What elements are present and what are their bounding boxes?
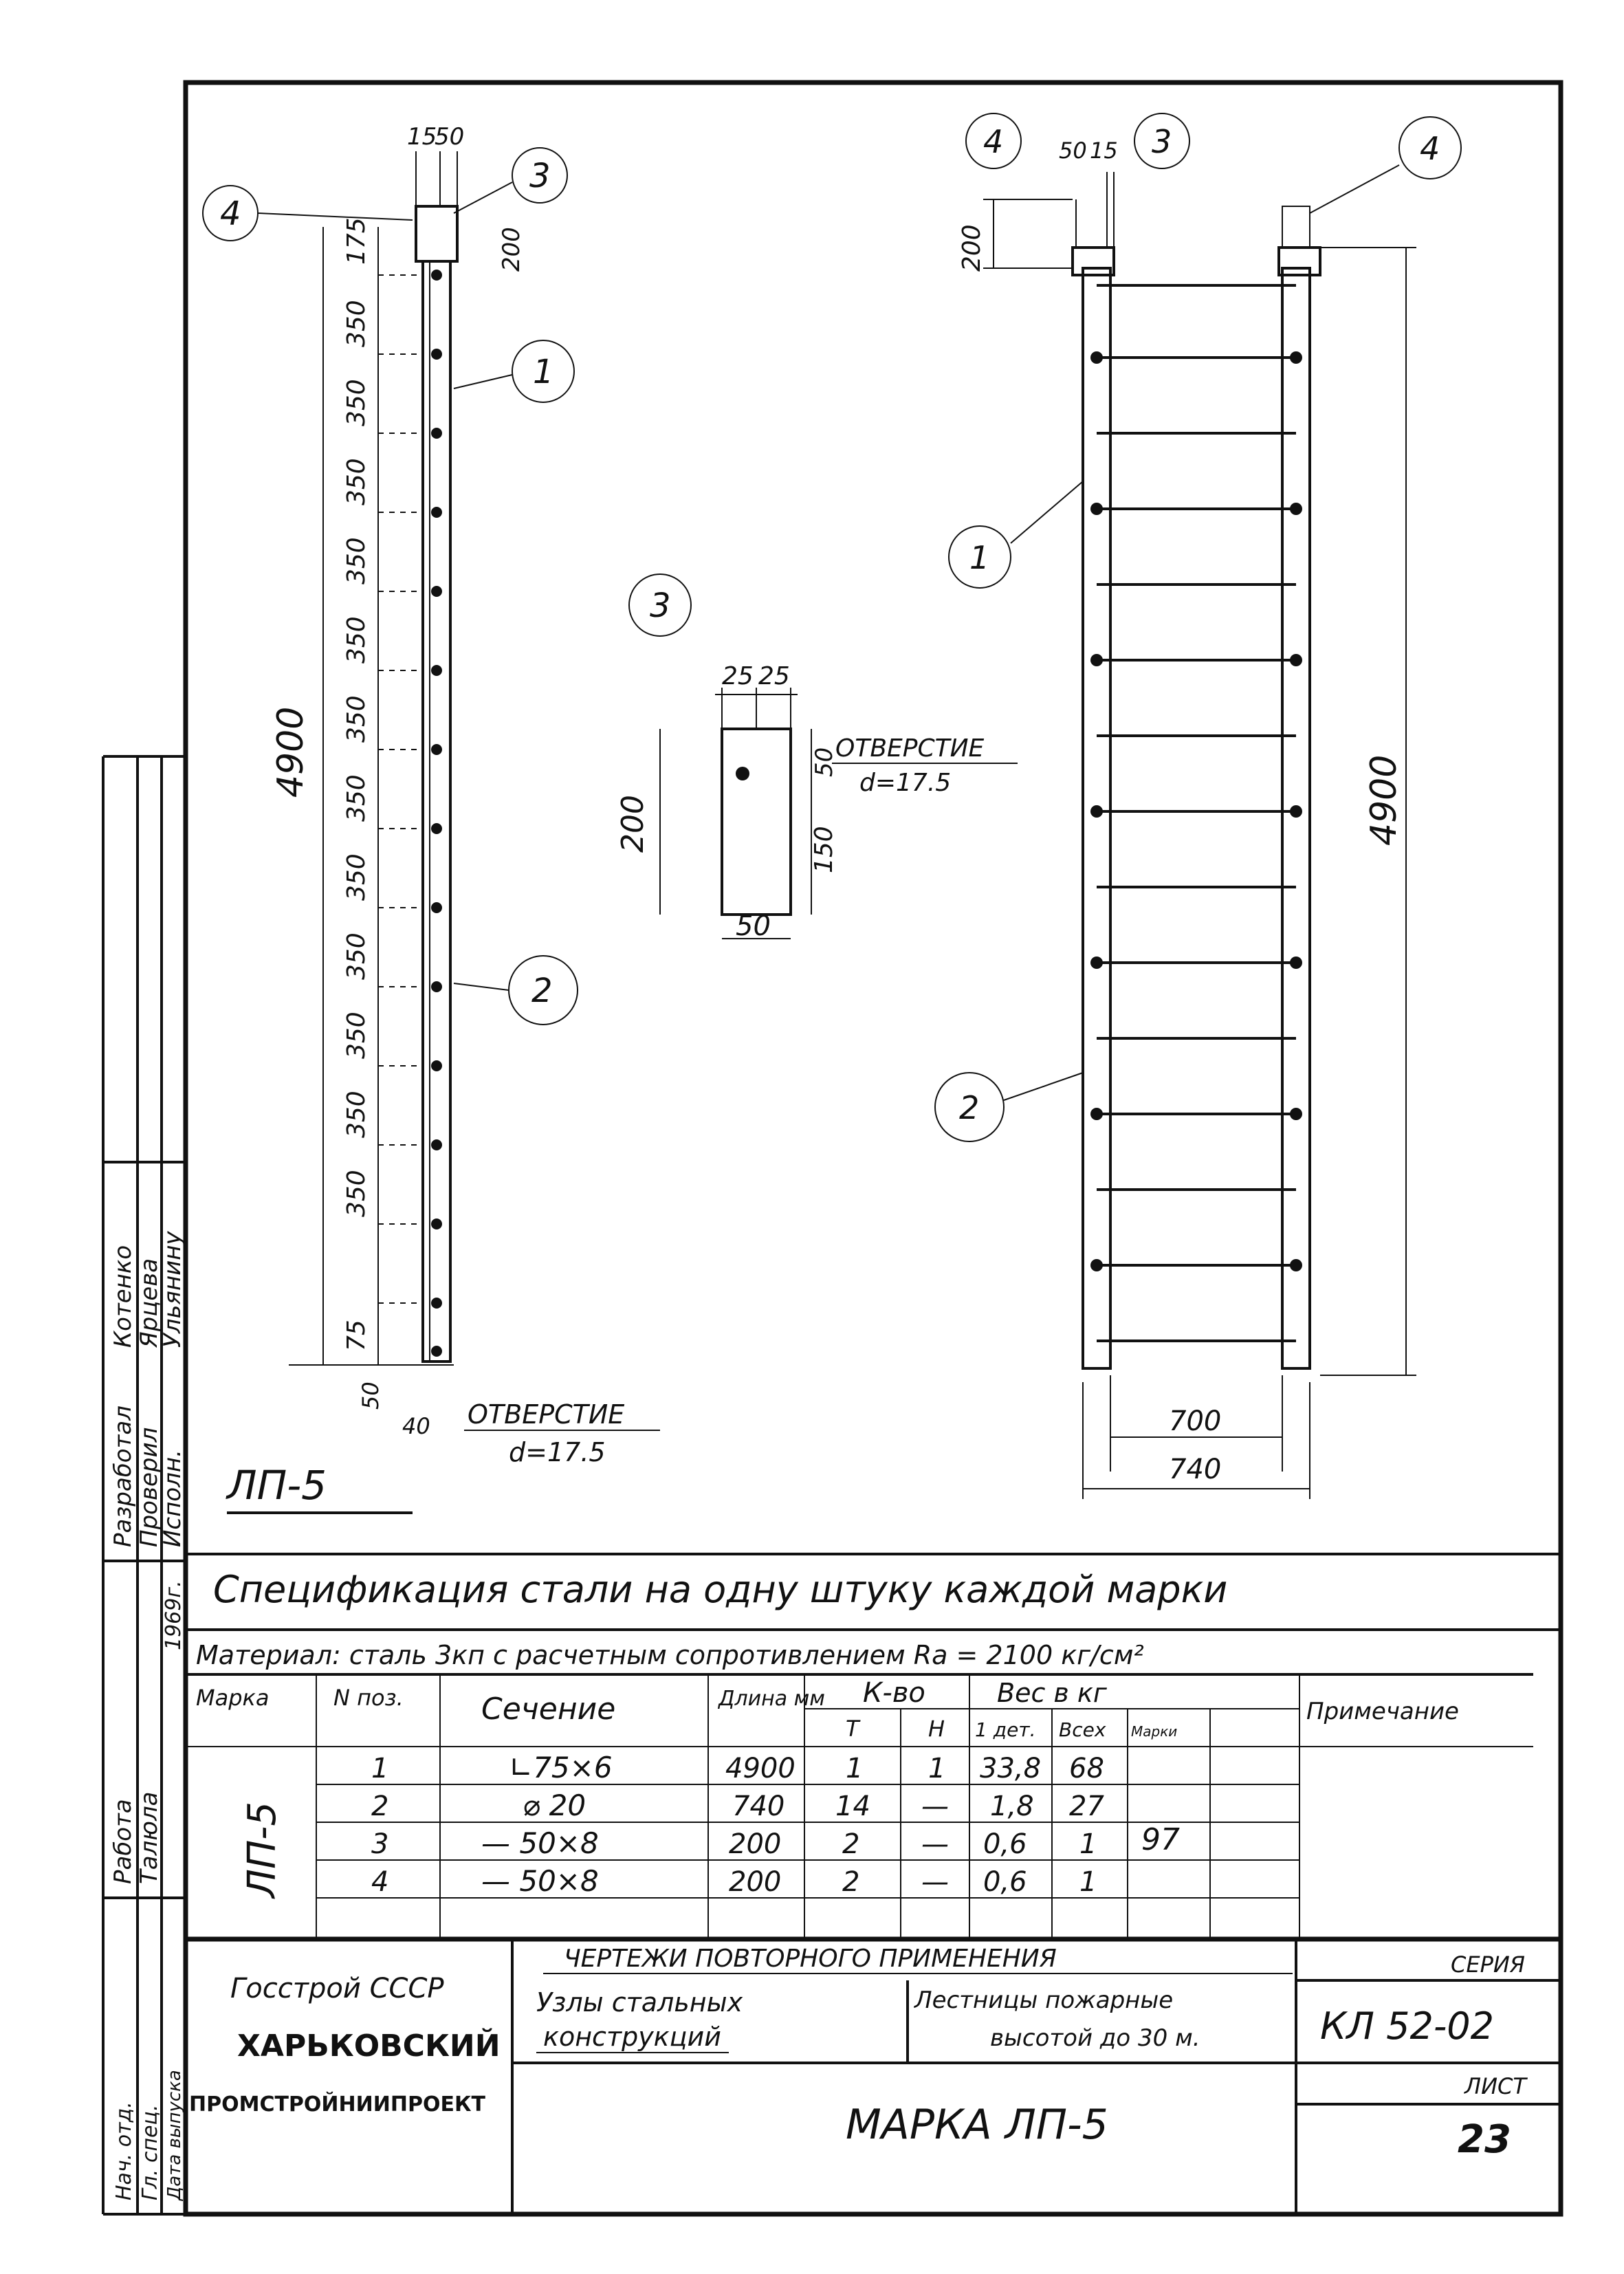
detail-dim-150: 150	[810, 826, 838, 873]
dim-175: 175	[342, 217, 371, 265]
right-outer-width: 740	[1169, 1454, 1222, 1485]
right-dim-15: 15	[1090, 138, 1118, 164]
hdr-mark: Марка	[196, 1685, 270, 1711]
side-stamp	[103, 756, 186, 2214]
left-stringer	[423, 261, 450, 1362]
svg-text:2: 2	[959, 1089, 980, 1126]
row2-n: —	[921, 1791, 949, 1822]
drawing-frame	[186, 83, 1561, 2214]
dim-75: 75	[342, 1320, 371, 1351]
stamp-role-1: Разработал	[109, 1406, 137, 1547]
svg-text:3: 3	[529, 157, 551, 195]
mark-weight: 97	[1141, 1822, 1180, 1857]
row2-section: ⌀ 20	[523, 1789, 586, 1822]
row3-n: —	[921, 1828, 949, 1860]
dim-top-200: 200	[498, 227, 525, 272]
spec-title: Спецификация стали на одну штуку каждой марки	[213, 1568, 1228, 1611]
tb-object1: Лестницы пожарные	[914, 1987, 1174, 2014]
tb-subject1: Узлы стальных	[536, 1987, 743, 2018]
hdr-w-one: 1 дет.	[975, 1718, 1036, 1741]
mark-value: ЛП-5	[240, 1801, 285, 1898]
tb-object2: высотой до 30 м.	[990, 2024, 1200, 2052]
tb-series: КЛ 52-02	[1320, 2004, 1495, 2048]
hdr-note: Примечание	[1306, 1698, 1459, 1725]
detail-width: 50	[736, 910, 771, 942]
row3-length: 200	[729, 1828, 782, 1860]
hdr-qty-n: Н	[928, 1716, 945, 1742]
detail-height: 200	[615, 795, 650, 853]
steel-specification	[186, 1568, 1561, 1939]
dim-bottom-50: 50	[358, 1381, 384, 1410]
dim-350-2: 350	[342, 379, 371, 426]
left-rung-marks	[431, 270, 442, 1357]
hdr-qty: К-во	[863, 1677, 925, 1709]
row1-section: ∟75×6	[509, 1751, 613, 1784]
org-line1: Госстрой СССР	[230, 1973, 444, 2004]
row4-t: 2	[842, 1866, 860, 1898]
dim-top-15: 15	[407, 123, 437, 151]
hdr-section: Сечение	[481, 1692, 616, 1727]
row4-pos: 4	[371, 1866, 389, 1898]
row3-one: 0,6	[983, 1828, 1027, 1860]
svg-text:3: 3	[1152, 123, 1172, 160]
stamp-name-1: Котенко	[109, 1245, 137, 1348]
stamp-name2-2: Талюла	[135, 1791, 163, 1884]
dim-350-4: 350	[342, 537, 371, 584]
plate-hole	[736, 767, 749, 780]
dim-350-11: 350	[342, 1091, 371, 1138]
dim-350-3: 350	[342, 458, 371, 505]
tb-sheet-label: ЛИСТ	[1464, 2073, 1526, 2099]
stamp-name2-3: 1969г.	[162, 1580, 186, 1650]
hdr-length: Длина мм	[718, 1687, 825, 1711]
row2-length: 740	[732, 1791, 785, 1822]
dim-350-9: 350	[342, 932, 371, 980]
row4-section: — 50×8	[481, 1864, 599, 1898]
row3-section: — 50×8	[481, 1826, 599, 1860]
row3-all: 1	[1079, 1828, 1097, 1860]
stamp-name-2: Ярцева	[135, 1258, 163, 1348]
spec-material: Материал: сталь 3кп с расчетным сопротивлением Rа = 2100 кг/см²	[196, 1640, 1144, 1670]
detail-hole-dia: d=17.5	[859, 769, 952, 797]
ladder-rungs	[1097, 285, 1296, 1341]
svg-text:1: 1	[969, 539, 990, 576]
dim-350-10: 350	[342, 1012, 371, 1059]
svg-text:4: 4	[983, 123, 1004, 160]
svg-text:1: 1	[533, 353, 554, 391]
tb-series-label: СЕРИЯ	[1451, 1952, 1526, 1978]
svg-text:4: 4	[1420, 130, 1440, 167]
detail-hole-label: ОТВЕРСТИЕ	[835, 734, 985, 763]
tb-sheet-no: 23	[1458, 2117, 1511, 2162]
tb-sheet-name: МАРКА ЛП-5	[846, 2101, 1108, 2149]
stamp-role-3: Исполн.	[159, 1450, 186, 1547]
row2-pos: 2	[371, 1791, 389, 1822]
left-hole-dia: d=17.5	[509, 1437, 606, 1467]
svg-text:4: 4	[220, 195, 241, 233]
dim-bottom-40: 40	[402, 1413, 430, 1439]
left-side-view	[203, 123, 660, 1513]
dim-350-6: 350	[342, 695, 371, 743]
title-block	[189, 1939, 1561, 2214]
right-front-view	[935, 113, 1461, 1499]
dim-350-7: 350	[342, 774, 371, 822]
row2-all: 27	[1069, 1791, 1104, 1822]
dim-350-5: 350	[342, 616, 371, 664]
hdr-w-all: Всех	[1059, 1718, 1106, 1741]
right-dim-200: 200	[958, 224, 986, 272]
row1-pos: 1	[371, 1753, 389, 1784]
svg-text:3: 3	[650, 587, 671, 625]
tb-header: ЧЕРТЕЖИ ПОВТОРНОГО ПРИМЕНЕНИЯ	[564, 1945, 1057, 1973]
stamp-role2-2: Гл. спец.	[138, 2104, 162, 2200]
row1-n: 1	[928, 1753, 946, 1784]
dim-350-1: 350	[342, 300, 371, 347]
org-line3: ПРОМСТРОЙНИИПРОЕКТ	[189, 2092, 485, 2117]
hdr-pos: N поз.	[333, 1685, 404, 1711]
row4-all: 1	[1079, 1866, 1097, 1898]
stamp-role2-1: Нач. отд.	[112, 2101, 136, 2200]
detail-plate-3	[615, 574, 1018, 942]
dim-top-50: 50	[435, 123, 465, 151]
drawing-title: ЛП-5	[227, 1462, 327, 1509]
row1-t: 1	[846, 1753, 864, 1784]
detail-dim-50: 50	[811, 747, 838, 777]
dim-350-12: 350	[342, 1170, 371, 1217]
tb-subject2: конструкций	[543, 2022, 721, 2052]
left-top-plate	[416, 206, 457, 261]
detail-dim-25-a: 25	[722, 662, 754, 690]
row4-length: 200	[729, 1866, 782, 1898]
row1-all: 68	[1069, 1753, 1104, 1784]
svg-text:2: 2	[531, 972, 553, 1010]
row2-one: 1,8	[990, 1791, 1034, 1822]
stamp-name2-1: Работа	[109, 1799, 137, 1884]
stamp-role2-3: Дата выпуска	[164, 2070, 185, 2200]
hdr-w-mark: Марки	[1131, 1723, 1178, 1740]
left-total-height: 4900	[270, 706, 311, 798]
left-hole-label: ОТВЕРСТИЕ	[468, 1399, 625, 1430]
row3-t: 2	[842, 1828, 860, 1860]
org-line2: ХАРЬКОВСКИЙ	[237, 2029, 501, 2064]
stamp-name-3: Ульянину	[159, 1231, 186, 1348]
row4-one: 0,6	[983, 1866, 1027, 1898]
dim-350-8: 350	[342, 853, 371, 901]
right-dim-50: 50	[1059, 138, 1087, 164]
detail-dim-25-b: 25	[758, 662, 790, 690]
row3-pos: 3	[371, 1828, 389, 1860]
right-total-height: 4900	[1363, 754, 1405, 846]
row1-one: 33,8	[980, 1753, 1042, 1784]
stamp-role-2: Проверил	[135, 1427, 163, 1547]
row4-n: —	[921, 1866, 949, 1898]
hdr-weight: Вес в кг	[997, 1678, 1107, 1708]
hdr-qty-t: Т	[846, 1716, 859, 1742]
row1-length: 4900	[725, 1753, 795, 1784]
right-inner-width: 700	[1169, 1406, 1222, 1437]
plate-outline	[722, 729, 791, 915]
row2-t: 14	[835, 1791, 870, 1822]
